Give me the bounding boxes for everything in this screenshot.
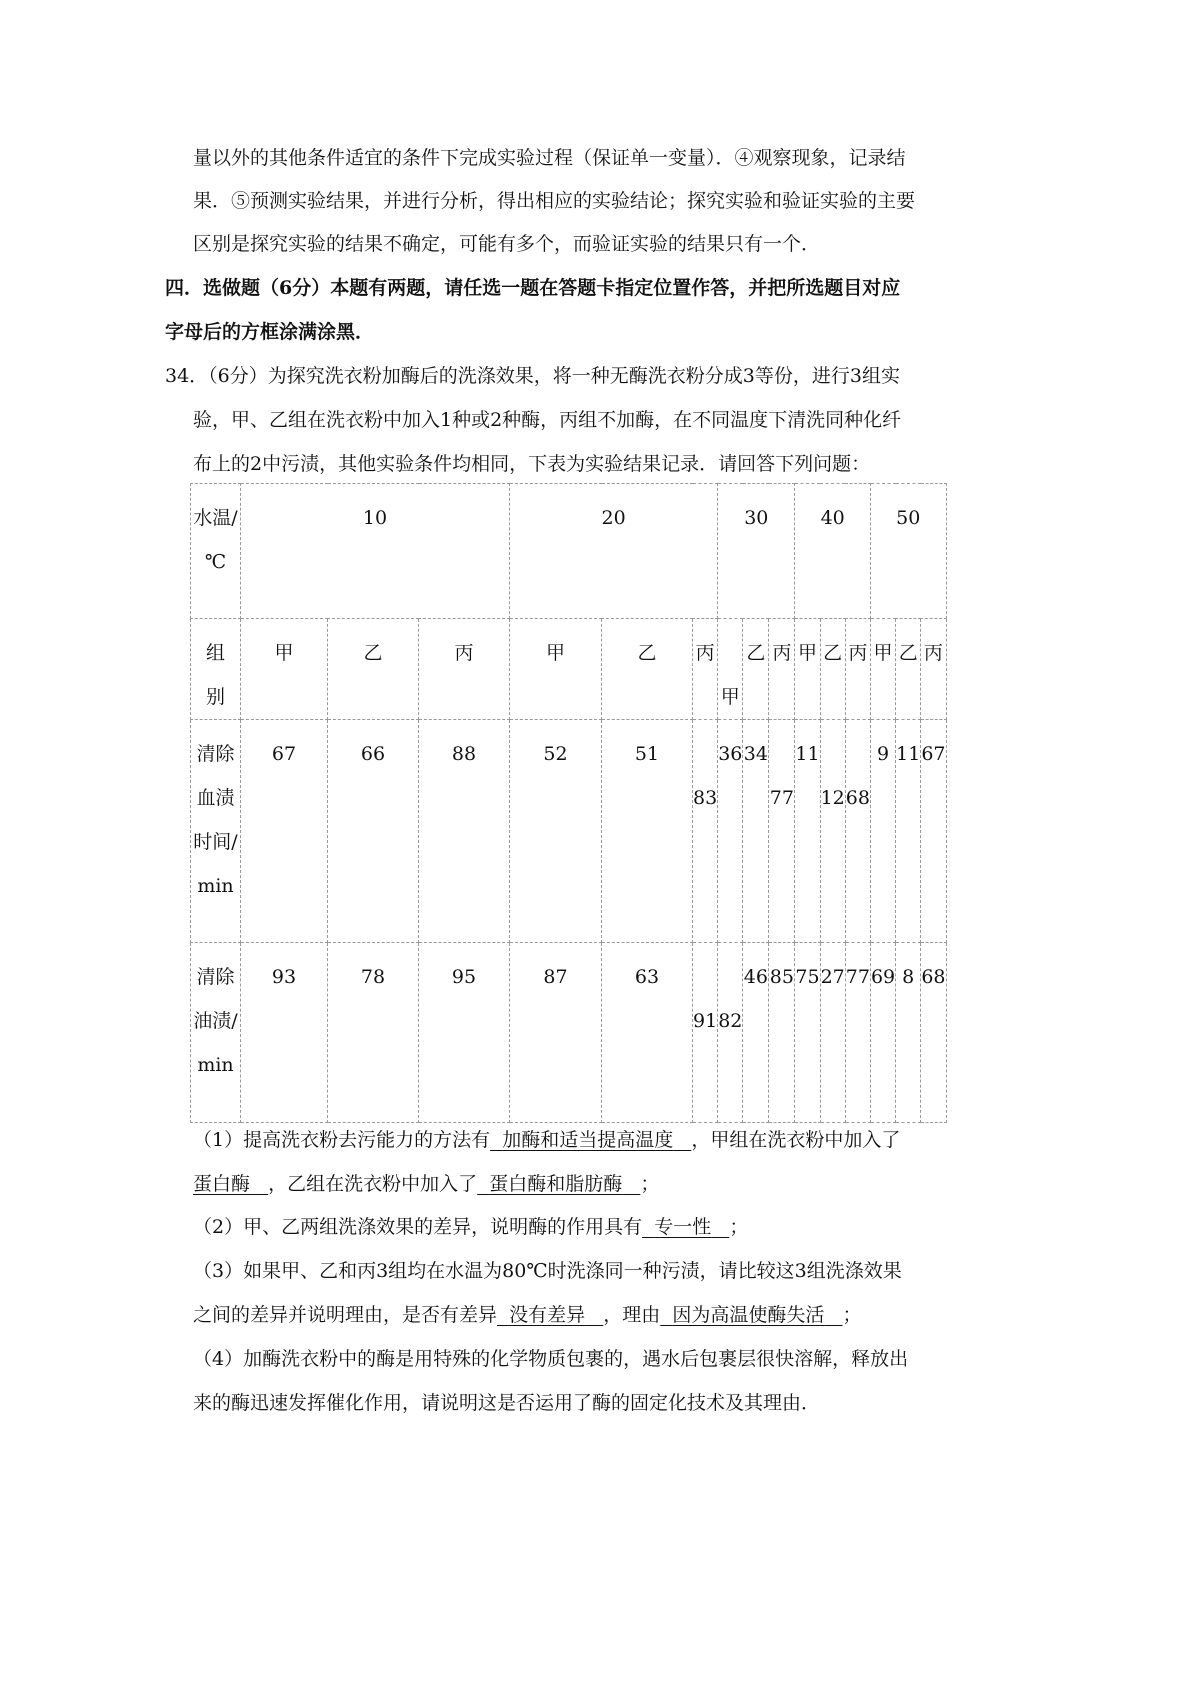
blood-time-cell bbox=[820, 720, 845, 943]
blood-time-cell bbox=[241, 720, 328, 943]
oil-time-cell-value: 8 bbox=[902, 966, 915, 988]
oil-time-cell-value: 46 bbox=[743, 966, 768, 988]
answer-blank bbox=[490, 1129, 691, 1151]
answer-text: 蛋白酶 bbox=[193, 1173, 251, 1195]
oil-time-cell bbox=[870, 943, 895, 1123]
oil-time-cell bbox=[743, 943, 769, 1123]
oil-time-cell-value: 82 bbox=[718, 1010, 743, 1032]
blood-time-cell-value: 77 bbox=[769, 787, 794, 809]
group-cell bbox=[419, 619, 510, 720]
intro-line: 量以外的其他条件适宜的条件下完成实验过程（保证单一变量）．④观察现象，记录结 bbox=[193, 147, 906, 169]
answer-1-line2 bbox=[193, 1172, 659, 1196]
blood-time-cell bbox=[795, 720, 820, 943]
intro-line: 区别是探究实验的结果不确定，可能有多个，而验证实验的结果只有一个． bbox=[193, 233, 821, 255]
group-cell-value: 丙 bbox=[772, 642, 792, 664]
group-cell bbox=[743, 619, 769, 720]
oil-time-cell-value: 91 bbox=[693, 1010, 718, 1032]
oil-time-cell bbox=[328, 943, 419, 1123]
question-line: 34．（6分）为探究洗衣粉加酶后的洗涤效果，将一种无酶洗衣粉分成3等份，进行3组实 bbox=[165, 365, 900, 387]
answer-1-line1 bbox=[193, 1128, 900, 1152]
blood-time-cell-value: 52 bbox=[543, 743, 568, 765]
blood-time-cell bbox=[743, 720, 769, 943]
answer-3-line2 bbox=[193, 1303, 862, 1327]
blood-time-cell bbox=[693, 720, 718, 943]
text: ，甲组在洗衣粉中加入了 bbox=[691, 1129, 901, 1151]
blood-time-cell bbox=[769, 720, 795, 943]
answer-blank bbox=[642, 1216, 729, 1238]
blood-time-cell-value: 67 bbox=[271, 743, 297, 765]
blood-time-cell bbox=[718, 720, 743, 943]
group-cell bbox=[896, 619, 921, 720]
group-cell bbox=[328, 619, 419, 720]
group-cell bbox=[602, 619, 693, 720]
group-cell-value: 乙 bbox=[823, 642, 843, 664]
answer-4-line1: （4）加酶洗衣粉中的酶是用特殊的化学物质包裹的，遇水后包裹层很快溶解，释放出 bbox=[193, 1348, 909, 1370]
group-cell-value: 乙 bbox=[746, 642, 766, 664]
group-cell-value: 丙 bbox=[454, 642, 474, 664]
blood-time-cell-value: 68 bbox=[845, 787, 870, 809]
temp-cell: 30 bbox=[718, 484, 795, 619]
oil-time-cell bbox=[896, 943, 921, 1123]
group-cell bbox=[870, 619, 895, 720]
temp-cell: 40 bbox=[795, 484, 871, 619]
row-label-group: 组别 bbox=[191, 619, 241, 720]
group-cell-value: 甲 bbox=[720, 686, 740, 708]
oil-time-cell-value: 69 bbox=[870, 966, 896, 988]
row-label-temp: 水温/℃ bbox=[191, 484, 241, 619]
group-cell bbox=[921, 619, 946, 720]
oil-time-cell bbox=[510, 943, 602, 1123]
text: ，乙组在洗衣粉中加入了 bbox=[268, 1173, 478, 1195]
oil-time-cell bbox=[241, 943, 328, 1123]
answer-blank bbox=[193, 1173, 268, 1195]
temp-cell: 10 bbox=[241, 484, 510, 619]
answer-2 bbox=[193, 1215, 748, 1239]
answer-text: 蛋白酶和脂肪酶 bbox=[489, 1173, 623, 1195]
row-label-oil: 清除油渍/min bbox=[191, 943, 241, 1123]
blood-time-cell-value: 11 bbox=[896, 743, 921, 765]
group-cell bbox=[769, 619, 795, 720]
text: ； bbox=[842, 1304, 862, 1326]
group-cell-value: 甲 bbox=[797, 642, 817, 664]
blood-time-cell-value: 36 bbox=[718, 743, 743, 765]
oil-time-cell bbox=[419, 943, 510, 1123]
answer-blank bbox=[497, 1304, 603, 1326]
temp-cell: 20 bbox=[510, 484, 718, 619]
blood-time-cell bbox=[602, 720, 693, 943]
blood-time-cell-value: 88 bbox=[451, 743, 477, 765]
text: （1）提高洗衣粉去污能力的方法有 bbox=[193, 1129, 491, 1151]
blood-time-cell-value: 12 bbox=[820, 787, 845, 809]
oil-time-cell bbox=[718, 943, 743, 1123]
answer-text: 加酶和适当提高温度 bbox=[502, 1129, 674, 1151]
blood-time-cell-value: 67 bbox=[921, 743, 946, 765]
blood-time-cell bbox=[510, 720, 602, 943]
blood-time-cell bbox=[896, 720, 921, 943]
answer-text: 专一性 bbox=[654, 1216, 712, 1238]
group-cell bbox=[820, 619, 845, 720]
group-cell bbox=[845, 619, 870, 720]
group-cell-value: 甲 bbox=[873, 642, 893, 664]
oil-time-cell bbox=[769, 943, 795, 1123]
blood-time-cell-value: 9 bbox=[876, 743, 890, 765]
section-heading: 字母后的方框涂满涂黑． bbox=[165, 321, 375, 343]
question-line: 布上的2中污渍，其他实验条件均相同，下表为实验结果记录．请回答下列问题： bbox=[193, 453, 871, 475]
blood-time-cell-value: 34 bbox=[743, 743, 768, 765]
group-cell bbox=[241, 619, 328, 720]
text: ； bbox=[729, 1216, 749, 1238]
blood-time-cell-value: 66 bbox=[360, 743, 386, 765]
row-label-blood: 清除血渍时间/min bbox=[191, 720, 241, 943]
oil-time-cell bbox=[820, 943, 845, 1123]
blood-time-cell bbox=[870, 720, 895, 943]
group-cell-value: 乙 bbox=[898, 642, 918, 664]
oil-time-cell-value: 77 bbox=[845, 966, 870, 988]
blood-time-cell bbox=[921, 720, 946, 943]
oil-time-cell-value: 75 bbox=[795, 966, 820, 988]
oil-time-cell-value: 78 bbox=[360, 966, 386, 988]
oil-time-cell-value: 27 bbox=[820, 966, 845, 988]
section-heading: 四．选做题（6分）本题有两题，请任选一题在答题卡指定位置作答，并把所选题目对应 bbox=[165, 277, 901, 299]
blood-time-cell bbox=[845, 720, 870, 943]
group-cell-value: 乙 bbox=[637, 642, 657, 664]
oil-time-cell bbox=[693, 943, 718, 1123]
group-cell-value: 乙 bbox=[363, 642, 383, 664]
group-cell-value: 甲 bbox=[274, 642, 294, 664]
answer-3-line1: （3）如果甲、乙和丙3组均在水温为80℃时洗涤同一种污渍，请比较这3组洗涤效果 bbox=[193, 1260, 902, 1282]
oil-time-cell-value: 85 bbox=[769, 966, 794, 988]
oil-time-cell bbox=[845, 943, 870, 1123]
answer-text: 没有差异 bbox=[509, 1304, 586, 1326]
oil-time-cell bbox=[921, 943, 946, 1123]
answer-blank bbox=[477, 1173, 640, 1195]
blood-time-cell-value: 83 bbox=[693, 787, 718, 809]
temp-cell: 50 bbox=[870, 484, 946, 619]
text: （2）甲、乙两组洗涤效果的差异，说明酶的作用具有 bbox=[193, 1216, 643, 1238]
group-cell-value: 丙 bbox=[695, 642, 715, 664]
group-cell bbox=[795, 619, 820, 720]
group-cell bbox=[510, 619, 602, 720]
answer-text: 因为高温使酶失活 bbox=[672, 1304, 825, 1326]
blood-time-cell bbox=[328, 720, 419, 943]
group-cell-value: 丙 bbox=[848, 642, 868, 664]
group-cell bbox=[693, 619, 718, 720]
text: 之间的差异并说明理由，是否有差异 bbox=[193, 1304, 498, 1326]
blood-time-cell bbox=[419, 720, 510, 943]
answer-4-line2: 来的酶迅速发挥催化作用，请说明这是否运用了酶的固定化技术及其理由． bbox=[193, 1392, 821, 1414]
blood-time-cell-value: 11 bbox=[795, 743, 820, 765]
group-cell bbox=[718, 619, 743, 720]
results-table bbox=[190, 483, 947, 1123]
group-cell-value: 丙 bbox=[923, 642, 943, 664]
group-cell-value: 甲 bbox=[545, 642, 565, 664]
text: ，理由 bbox=[603, 1304, 661, 1326]
intro-line: 果．⑤预测实验结果，并进行分析，得出相应的实验结论；探究实验和验证实验的主要 bbox=[193, 190, 916, 212]
oil-time-cell bbox=[602, 943, 693, 1123]
oil-time-cell-value: 93 bbox=[271, 966, 297, 988]
oil-time-cell bbox=[795, 943, 820, 1123]
text: ； bbox=[640, 1173, 660, 1195]
oil-time-cell-value: 68 bbox=[921, 966, 946, 988]
oil-time-cell-value: 95 bbox=[451, 966, 477, 988]
blood-time-cell-value: 51 bbox=[634, 743, 660, 765]
answer-blank bbox=[660, 1304, 842, 1326]
oil-time-cell-value: 63 bbox=[634, 966, 660, 988]
question-line: 验，甲、乙组在洗衣粉中加入1种或2种酶，丙组不加酶，在不同温度下清洗同种化纤 bbox=[193, 409, 902, 431]
oil-time-cell-value: 87 bbox=[543, 966, 568, 988]
